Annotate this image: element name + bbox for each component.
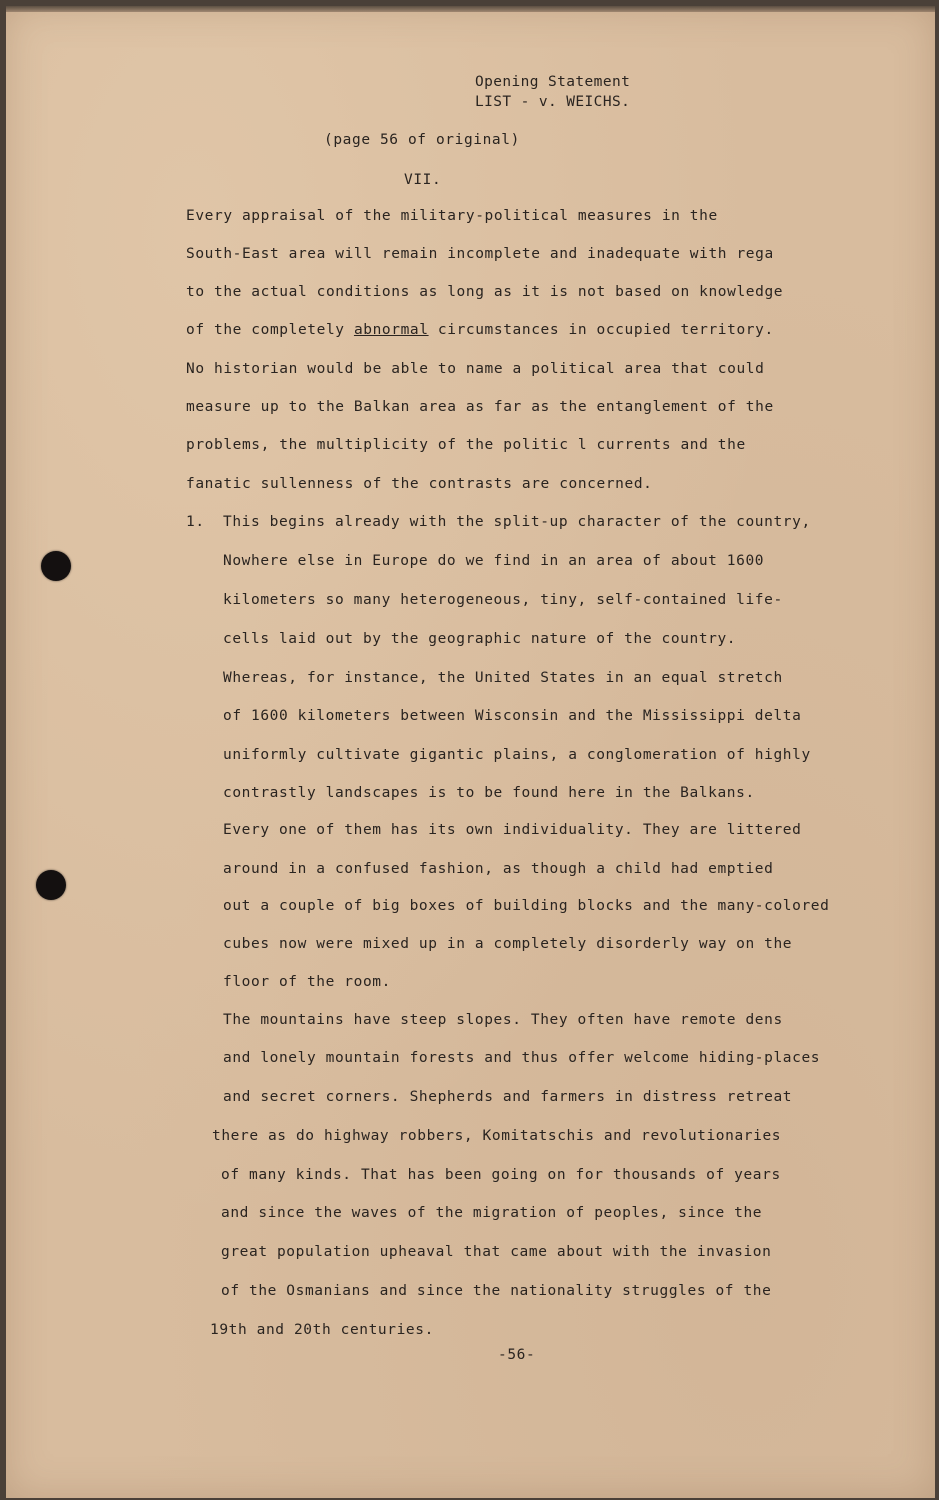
text-line: and since the waves of the migration of peoples, since the: [221, 1205, 763, 1221]
text-line: contrastly landscapes is to be found here in the Balkans.: [223, 785, 755, 801]
page-number: -56-: [498, 1347, 536, 1363]
text-line: to the actual conditions as long as it is not based on knowledge: [186, 284, 784, 300]
text-line: kilometers so many heterogeneous, tiny, self-contained life-: [223, 592, 783, 608]
text-line: and secret corners. Shepherds and farmers in distress retreat: [223, 1089, 793, 1105]
text-line: great population upheaval that came about with the invasion: [221, 1244, 772, 1260]
text-line: of many kinds. That has been going on for thousands of years: [221, 1167, 781, 1183]
list-item-number: 1.: [186, 514, 205, 530]
document-page: [6, 6, 935, 1498]
text-line: Nowhere else in Europe do we find in an area of about 1600: [223, 553, 765, 569]
text-line: uniformly cultivate gigantic plains, a conglomeration of highly: [223, 747, 811, 763]
text-line: South-East area will remain incomplete and inadequate with rega: [186, 246, 774, 262]
text-segment: of the completely: [186, 322, 354, 338]
text-line: Every one of them has its own individuality. They are littered: [223, 822, 802, 838]
punch-hole-lower: [36, 870, 66, 900]
text-line: Every appraisal of the military-political measures in the: [186, 208, 718, 224]
text-line: The mountains have steep slopes. They often have remote dens: [223, 1012, 783, 1028]
text-line: of 1600 kilometers between Wisconsin and the Mississippi delta: [223, 708, 802, 724]
header-case: LIST - v. WEICHS.: [475, 94, 631, 110]
section-heading: VII.: [404, 172, 442, 188]
header-title: Opening Statement: [475, 74, 631, 90]
punch-hole-upper: [41, 551, 71, 581]
text-line: out a couple of big boxes of building blocks and the many-colored: [223, 898, 830, 914]
scan-top-edge: [6, 6, 935, 12]
text-line: floor of the room.: [223, 974, 391, 990]
text-line: around in a confused fashion, as though a child had emptied: [223, 861, 774, 877]
text-line: fanatic sullenness of the contrasts are concerned.: [186, 476, 653, 492]
text-segment: circumstances in occupied territory.: [428, 322, 774, 338]
text-line: cubes now were mixed up in a completely disorderly way on the: [223, 936, 793, 952]
text-line: 19th and 20th centuries.: [210, 1322, 434, 1338]
text-line: measure up to the Balkan area as far as the entanglement of the: [186, 399, 774, 415]
underlined-word: abnormal: [353, 322, 429, 338]
text-line: This begins already with the split-up character of the country,: [223, 514, 811, 530]
page-reference: (page 56 of original): [324, 132, 520, 148]
text-line: and lonely mountain forests and thus offer welcome hiding-places: [223, 1050, 821, 1066]
text-line: problems, the multiplicity of the politic l currents and the: [186, 437, 746, 453]
text-line: No historian would be able to name a political area that could: [186, 361, 765, 377]
text-line: Whereas, for instance, the United States in an equal stretch: [223, 670, 783, 686]
text-line-with-underline: [186, 320, 774, 340]
text-line: there as do highway robbers, Komitatschis and revolutionaries: [212, 1128, 782, 1144]
text-line: of the Osmanians and since the nationality struggles of the: [221, 1283, 772, 1299]
text-line: cells laid out by the geographic nature of the country.: [223, 631, 737, 647]
